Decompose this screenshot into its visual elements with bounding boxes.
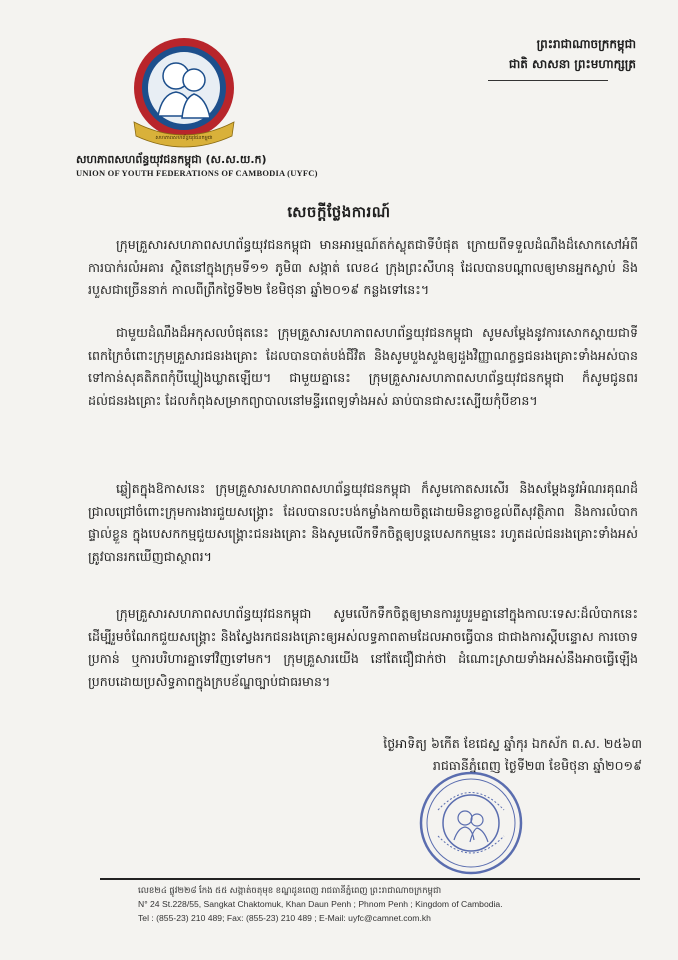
lunar-date: ថ្ងៃអាទិត្យ ៦កើត ខែជេស្ឋ ឆ្នាំកុរ ឯកស័ក ព.ស. ២៥៦៣ (383, 736, 642, 751)
footer-divider (100, 878, 640, 880)
official-seal (418, 770, 524, 876)
uyfc-logo (128, 36, 240, 148)
org-name-kh: សហភាពសហព័ន្ធយុវជនកម្ពុជា (ស.ស.យ.ក) (76, 153, 267, 166)
kingdom-line-1: ព្រះរាជាណាចក្រកម្ពុជា (536, 37, 636, 51)
footer-contact: Tel : (855-23) 210 489; Fax: (855-23) 210 489 ; E-Mail: uyfc@camnet.com.kh (138, 913, 431, 923)
document-title: សេចក្តីថ្លែងការណ៍ (287, 203, 391, 221)
solar-date: រាជធានីភ្នំពេញ ថ្ងៃទី២៣ ខែមិថុនា ឆ្នាំ២០១៩ (432, 758, 642, 773)
org-name-en: UNION OF YOUTH FEDERATIONS OF CAMBODIA (UYFC) (76, 168, 318, 178)
kingdom-divider (488, 80, 608, 81)
logo-ribbon-text: សហភាពសហព័ន្ធយុវជនកម្ពុជា (155, 135, 213, 141)
paragraph-4 (88, 603, 638, 693)
paragraph-text: ក្រុមគ្រួសារសហភាពសហព័ន្ធយុវជនកម្ពុជា សូមលើកទឹកចិត្តឲ្យមានការរួបរួមគ្នានៅក្នុងកាលៈទេសៈដ៏លំបាកនេះ ដើម្បីរួមចំណែកជួយសង្គ្រោះ និងស្វែងរកជនរងគ្រោះឲ្យអស់លទ្ធភាពតាមដែលអាចធ្វើបាន ជាជាងការស្តីបន្ទោស ការចោទប្រកាន់ ឬការបរិហារគ្នាទៅវិញទៅមក។ ក្រុមគ្រួសារយើង នៅតែជឿជាក់ថា ដំណោះស្រាយទាំងអស់នឹងអាចធ្វើឡើងប្រកបដោយប្រសិទ្ធភាពក្នុងក្របខ័ណ្ឌច្បាប់ជាធរមាន។ (88, 606, 638, 689)
kingdom-line-2: ជាតិ សាសនា ព្រះមហាក្សត្រ (508, 57, 636, 71)
kingdom-motto (456, 34, 636, 74)
footer-address-kh: លេខ២៤ ផ្លូវ២២៨ កែង ៥៥ សង្កាត់ចតុមុខ ខណ្ឌដូនពេញ រាជធានីភ្នំពេញ ព្រះរាជាណាចក្រកម្ពុជា (138, 885, 442, 895)
paragraph-1 (88, 234, 638, 302)
paragraph-text: ឆ្លៀតក្នុងឱកាសនេះ ក្រុមគ្រួសារសហភាពសហព័ន្ធយុវជនកម្ពុជា ក៏សូមកោតសរសើរ និងសម្តែងនូវអំណរគុណដ៏ជ្រាលជ្រៅចំពោះក្រុមការងារជួយសង្គ្រោះ ដែលបានលះបង់កម្លាំងកាយចិត្តដោយមិនខ្លាចខ្លល់ពីសុវត្ថិភាព និងការលំបាកផ្ទាល់ខ្លួន ក្នុងបេសកកម្មជួយសង្គ្រោះជនរងគ្រោះ និងសូមលើកទឹកចិត្តឲ្យបន្តបេសកកម្មនេះ រហូតដល់ជនរងគ្រោះទាំងអស់ត្រូវបានរកឃើញជាស្ថាពរ។ (88, 481, 638, 564)
paragraph-text: ជាមួយដំណឹងដ៏អកុសលបំផុតនេះ ក្រុមគ្រួសារសហភាពសហព័ន្ធយុវជនកម្ពុជា សូមសម្តែងនូវការសោកស្តាយជាទីពេកក្រៃចំពោះក្រុមគ្រួសារជនរងគ្រោះ ដែលបានបាត់បង់ជីវិត និងសូមបួងសួងឲ្យដួងវិញ្ញាណក្ខន្ធជនរងគ្រោះទាំងអស់បានទៅកាន់សុគតិភពកុំបីឃ្លៀងឃ្លាតឡើយ។ ជាមួយគ្នានេះ ក្រុមគ្រួសារសហភាពសហព័ន្ធយុវជនកម្ពុជា ក៏សូមជូនពរដល់ជនរងគ្រោះ ដែលកំពុងសម្រាកព្យាបាលនៅមន្ទីរពេទ្យទាំងអស់ ឆាប់បានជាសះស្បើយកុំបីខាន។ (88, 325, 638, 408)
footer (138, 883, 658, 925)
paragraph-2 (88, 322, 638, 412)
paragraph-3 (88, 478, 638, 568)
footer-address-en: N° 24 St.228/55, Sangkat Chaktomuk, Khan Daun Penh ; Phnom Penh ; Kingdom of Cambodia. (138, 899, 503, 909)
paragraph-text: ក្រុមគ្រួសារសហភាពសហព័ន្ធយុវជនកម្ពុជា មានអារម្មណ៍តក់ស្លុតជាទីបំផុត ក្រោយពីទទួលដំណឹងដ៏សោកសៅអំពីការបាក់រលំអគារ ស្ថិតនៅក្នុងក្រុមទី១១ ភូមិ៣ សង្កាត់ លេខ៤ ក្រុងព្រះសីហនុ ដែលបានបណ្តាលឲ្យមានអ្នកស្លាប់ និងរបួសជាច្រើននាក់ កាលពីព្រឹកថ្ងៃទី២២ ខែមិថុនា ឆ្នាំ២០១៩ កន្លងទៅនេះ។ (88, 237, 638, 297)
